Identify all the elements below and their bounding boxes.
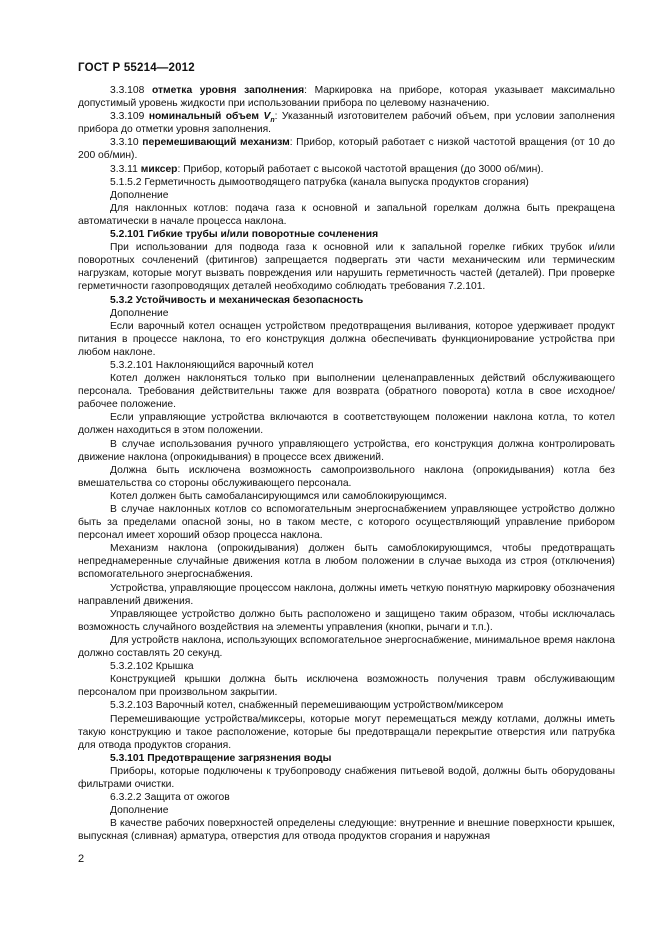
section-heading-5-3-101: 5.3.101 Предотвращение загрязнения воды bbox=[110, 752, 332, 764]
paragraph-text: Приборы, которые подключены к трубопроводу снабжения питьевой водой, должны быть оборудованы фильтрами очистки. bbox=[78, 765, 615, 790]
paragraph-5-3-2-101: 5.3.2.101 Наклоняющийся варочный котел bbox=[110, 359, 314, 371]
paragraph-text: Конструкцией крышки должна быть исключена возможность получения травм обслуживающим персоналом при произвольном закрытии. bbox=[78, 674, 615, 699]
paragraph-addition: Дополнение bbox=[110, 189, 169, 201]
paragraph-6-3-2-2: 6.3.2.2 Защита от ожогов bbox=[110, 792, 230, 804]
paragraph-addition: Дополнение bbox=[110, 307, 169, 319]
paragraph-text: Для устройств наклона, использующих вспомогательное энергоснабжение, минимальное время наклона должно составлять 20 секунд. bbox=[78, 634, 615, 660]
paragraph-text: Устройства, управляющие процессом наклона, должны иметь четкую понятную маркировку обозначения направлений движения. bbox=[78, 582, 615, 607]
paragraph-3-3-11: 3.3.11 миксер: Прибор, который работает с высокой частотой вращения (до 3000 об/мин). bbox=[110, 163, 544, 175]
paragraph-text: Если управляющие устройства включаются в соответствующем положении наклона котла, то котел должен находиться в этом положении. bbox=[78, 412, 615, 437]
paragraph-text: Если варочный котел оснащен устройством предотвращения выливания, которое удерживает продукт питания в процессе наклона, то его конструкция должна обеспечивать функционирование устройства при любом наклоне. bbox=[78, 320, 615, 358]
paragraph-text: В качестве рабочих поверхностей определены следующие: внутренние и внешние поверхности крышек, выпускная (сливная) арматура, отверстия для отвода продуктов сгорания и наружная bbox=[78, 818, 615, 843]
paragraph-3-3-108: 3.3.108 отметка уровня заполнения: Маркировка на приборе, которая указывает максимально допустимый уровень жидкости при использовании прибора по целевому назначению. bbox=[78, 85, 615, 110]
paragraph-3-3-109: 3.3.109 номинальный объем $V_n$: Указанный изготовителем рабочий объем, при условии заполнения прибора до отметки уровня заполнения. bbox=[78, 111, 615, 136]
page-header-standard-title: ГОСТ Р 55214—2012 bbox=[78, 62, 195, 74]
paragraph-text: Для наклонных котлов: подача газа к основной и запальной горелкам должна быть прекращена автоматически в начале процесса наклона. bbox=[78, 202, 615, 227]
paragraph-text: В случае использования ручного управляющего устройства, его конструкция должна контролировать движение наклона (опрокидывания) в процессе всех движений. bbox=[78, 438, 615, 463]
paragraph-addition: Дополнение bbox=[110, 805, 169, 817]
paragraph-text: Котел должен наклоняться только при выполнении целенаправленных действий обслуживающего персонала. Требования действительны также для возврата (обратного поворота) котла в свое исходное/рабочее положение. bbox=[78, 373, 615, 411]
paragraph-text: Перемешивающие устройства/миксеры, которые могут перемещаться между котлами, должны иметь такую конструкцию и такое расположение, которые бы предотвращали перекрытие отверстия или патрубка для отвода продуктов сгорания. bbox=[78, 713, 615, 751]
paragraph-5-3-2-103: 5.3.2.103 Варочный котел, снабженный перемешивающим устройством/миксером bbox=[110, 700, 504, 712]
section-heading-5-3-2: 5.3.2 Устойчивость и механическая безопасность bbox=[110, 294, 364, 306]
paragraph-text: При использовании для подвода газа к основной или к запальной горелке гибких трубок и/или поворотных сочленений (фитингов) запрещается подвергать эти части механическим или термическим нагрузкам, которые могут вызвать повреждения или нарушить герметичность частей (деталей). При проверке герметичности газопроводящих деталей необходимо соблюдать требования 7.2.101. bbox=[78, 242, 615, 293]
section-heading-5-2-101: 5.2.101 Гибкие трубы и/или поворотные сочленения bbox=[110, 229, 379, 241]
paragraph-3-3-10: 3.3.10 перемешивающий механизм: Прибор, который работает с низкой частотой вращения (от 10 до 200 об/мин). bbox=[78, 137, 615, 162]
paragraph-text: Должна быть исключена возможность самопроизвольного наклона (опрокидывания) котла без вмешательства со стороны обслуживающего персонала. bbox=[78, 464, 615, 489]
paragraph-5-1-5-2: 5.1.5.2 Герметичность дымоотводящего патрубка (канала выпуска продуктов сгорания) bbox=[110, 176, 529, 188]
paragraph-text: Механизм наклона (опрокидывания) должен быть самоблокирующимся, чтобы предотвращать непреднамеренные случайные движения котла в любом положении в случае выхода из строя (отключения) вспомогательного энергоснабжения. bbox=[78, 543, 615, 581]
page-number: 2 bbox=[78, 853, 85, 865]
paragraph-5-3-2-102: 5.3.2.102 Крышка bbox=[110, 661, 194, 673]
paragraph-text: В случае наклонных котлов со вспомогательным энергоснабжением управляющее устройство должно быть за пределами опасной зоны, но в таком месте, с которого осуществляющий управление прибором персонал имеет хороший обзор процесса наклона. bbox=[78, 504, 615, 542]
document-body bbox=[78, 84, 615, 843]
paragraph-text: Управляющее устройство должно быть расположено и защищено таким образом, чтобы исключалась возможность случайного воздействия на элементы управления (кнопки, рычаги и т.п.). bbox=[78, 608, 615, 633]
paragraph-text: Котел должен быть самобалансирующимся или самоблокирующимся. bbox=[110, 490, 447, 502]
